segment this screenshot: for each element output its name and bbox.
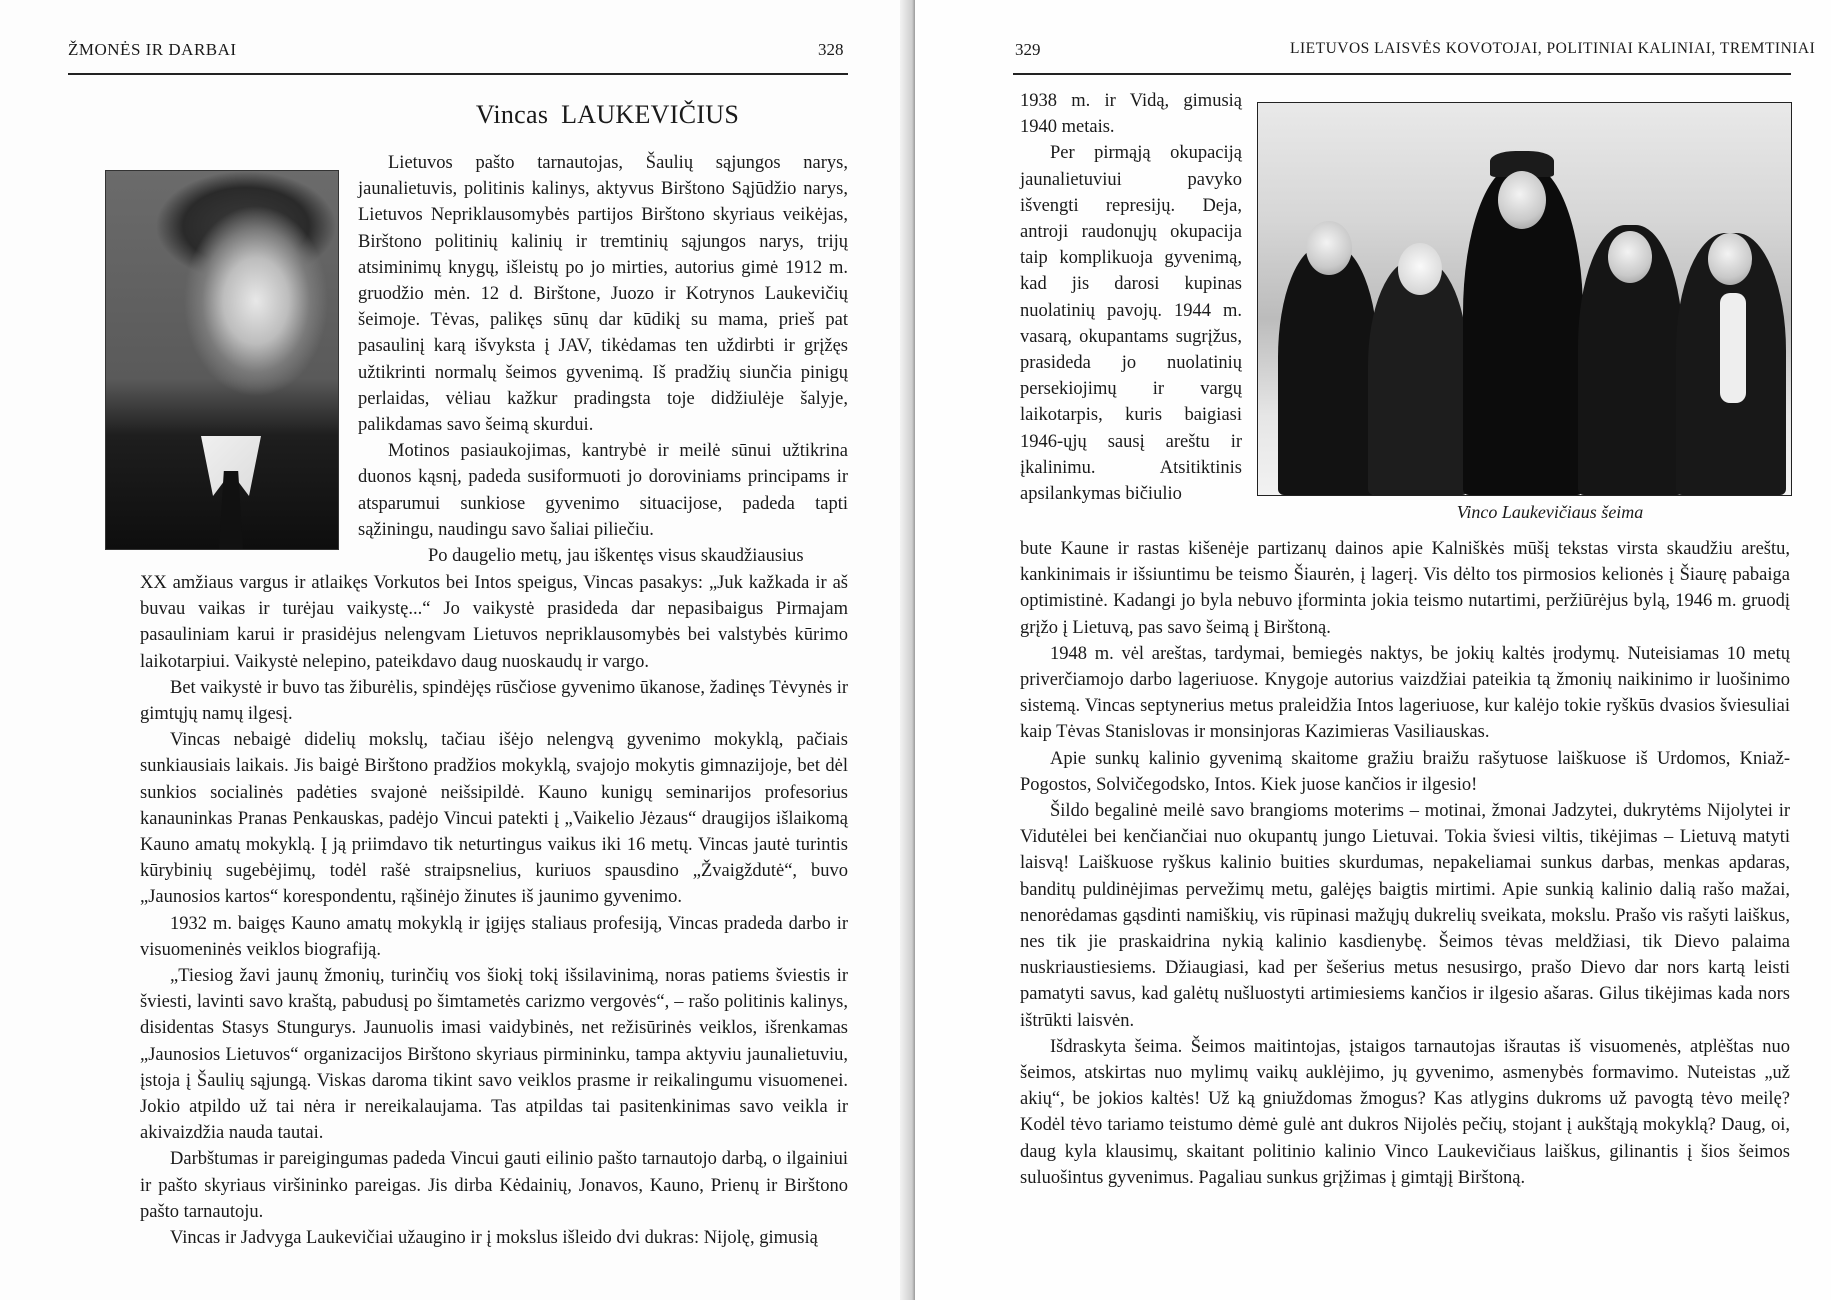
photo-figure — [1278, 245, 1378, 495]
left-page-number: 328 — [818, 40, 844, 59]
paragraph: Per pirmąją okupaciją jaunalietuviui pavyko išvengti represijų. Deja, antroji raudonųjų okupacija taip komplikuoja gyvenimą, kad jis darosi kupinas nuolatinių pavojų. 1944 m. vasarą, okupantams sugrįžus, prasideda jo nuolatinių persekiojimų ir vargų laikotarpis, kuris baigiasi 1946-ųjų sausį areštu ir įkalinimu. Atsitiktinis apsilankymas bičiulio — [1020, 143, 1242, 505]
right-header-rule — [1013, 73, 1791, 75]
photo-face — [1306, 221, 1352, 275]
photo-scarf — [1720, 293, 1746, 403]
left-full-text — [140, 570, 848, 1251]
paragraph: Darbštumas ir pareigingumas padeda Vincui gauti eilinio pašto tarnautojo darbą, o ilgainiui ir pašto skyriaus viršininko pareigas. Jis dirba Kėdainių, Jonavos, Kauno, Prienų ir Birštono pašto tarnautoju. — [140, 1149, 848, 1222]
left-page — [0, 0, 915, 1300]
article-title — [0, 100, 915, 130]
paragraph: Lietuvos pašto tarnautojas, Šaulių sąjungos narys, jaunalietuvis, politinis kalinys, aktyvus Birštono Sąjūdžio narys, Lietuvos Nepriklausomybės partijos Birštono skyriaus veikėjas, Birštono politinių kalinių ir tremtinių sąjungos narys, trijų atsiminimų knygų, išleistų po jo mirties, autorius gimė 1912 m. gruodžio mėn. 12 d. Birštone, Juozo ir Kotrynos Laukevičių šeimoje. Tėvas, palikęs sūnų dar kūdikį su mama, prieš pat pasaulinį karą išvyksta į JAV, tikėdamas ten uždirbti ir grįžęs užtikrinti normalų šeimos gyvenimą. Iš pradžių siunčia pinigų perlaidas, vėliau kažkur pradingsta toje didžiulėje šalyje, palikdamas savo šeimą skurdui. — [358, 153, 848, 436]
photo-caption: Vinco Laukevičiaus šeima — [1456, 502, 1644, 522]
paragraph: Po daugelio metų, jau iškentęs visus skaudžiausius — [428, 546, 804, 567]
paragraph: Apie sunkų kalinio gyvenimą skaitome gražiu braižu rašytuose laiškuose iš Urdomos, Kniaž-Pogostos, Solvičegodsko, Intos. Kiek juose kančios ir ilgesio! — [1020, 748, 1790, 795]
paragraph: Motinos pasiaukojimas, kantrybė ir meilė sūnui užtikrina duonos kąsnį, padeda susiformuoti jo doroviniams principams ir atsparumui sunkiose gyvenimo situacijose, padeda tapti sąžiningu, naudingu savo šaliai piliečiu. — [358, 441, 848, 540]
paragraph: XX amžiaus vargus ir atlaikęs Vorkutos bei Intos speigus, Vincas pasakys: „Juk kažkada ir aš buvau vaikas ir turėjau vaikystę...“ Jo vaikystė prasideda dar nepasibaigus Pirmajam pasauliniam karui ir prasidėjus nelengvam Lietuvos nepriklausomybės bei valstybės kūrimo laikotarpiui. Vaikystė nelepino, pateikdavo daug nuoskaudų ir vargo. — [140, 573, 848, 672]
photo-face — [1608, 231, 1652, 283]
photo-face — [1398, 243, 1442, 295]
paragraph: Vincas ir Jadvyga Laukevičiai užaugino ir į mokslus išleido dvi dukras: Nijolę, gimusią — [170, 1228, 818, 1249]
right-wrap-text — [1020, 88, 1242, 507]
paragraph: Išdraskyta šeima. Šeimos maitintojas, įstaigos tarnautojas išrautas iš visuomenės, atplėštas nuo šeimos, atskirtas nuo mylimų vaikų auklėjimo, jų gyvenimo, asmenybės formavimo. Nuteistas „už akių“, be jokios kaltės! Už ką gniuždomas žmogus? Kas atlygins dukroms už pavogtą tėvo meilę? Kodėl tėvo tariamo teistumo dėmė gulė ant dukros Nijolės pečių, stojant į aukštąją mokyklą? Daug, oi, daug kyla klausimų, skaitant politinio kalinio Vinco Laukevičiaus laiškus, gilinantis į šios šeimos suluošintus gyvenimus. Pagaliau sunkus grįžimas į gimtąjį Birštoną. — [1020, 1036, 1790, 1188]
paragraph: bute Kaune ir rastas kišenėje partizanų dainos apie Kalniškės mūšį tekstas virsta skaudžiu areštu, kankinimais ir išsiuntimu be teismo Šiaurėn, į lagerį. Vis dėlto tos pirmosios kelionės į Šiaurę pabaiga optimistinė. Kadangi jo byla nebuvo įforminta jokia teismo nutartimi, peržiūrėjus bylą, 1946 m. gruodį grįžo į Lietuvą, pas savo šeimą į Birštoną. — [1020, 539, 1790, 638]
left-running-head: ŽMONĖS IR DARBAI — [68, 40, 237, 59]
photo-figure — [1368, 260, 1468, 495]
photo-face — [1708, 233, 1752, 285]
paragraph: 1932 m. baigęs Kauno amatų mokyklą ir įgijęs staliaus profesiją, Vincas pradeda darbo ir visuomeninės veiklos biografiją. — [140, 913, 848, 960]
photo-face — [1498, 171, 1546, 229]
portrait-photo — [105, 170, 339, 550]
right-running-head: LIETUVOS LAISVĖS KOVOTOJAI, POLITINIAI KALINIAI, TREMTINIAI — [1290, 40, 1816, 57]
paragraph: 1948 m. vėl areštas, tardymai, bemiegės naktys, be jokių kaltės įrodymų. Nuteisiamas 10 metų priverčiamojo darbo lageriuose. Knygoje autorius vaizdžiai pateikia tą žmonių naikinimo ir luošinimo sistemą. Vincas septynerius metus praleidžia Intos lageriuose, kur kalėjo tokie ryškūs dvasios šviesuliai kaip Tėvas Stanislovas ir monsinjoras Kazimieras Vasiliauskas. — [1020, 643, 1790, 743]
title-first-name: Vincas — [475, 100, 549, 129]
paragraph: „Tiesiog žavi jaunų žmonių, turinčių vos šiokį tokį išsilavinimą, noras patiems šviestis ir šviesti, lavinti savo kraštą, pabudusį po šimtametės carizmo vergovės“, – rašo politinis kalinys, disidentas Stasys Stungurys. Jaunuolis imasi vaidybinės, net režisūrinės veiklos, išrenkamas „Jaunosios Lietuvos“ organizacijos Birštono skyriaus pirmininku, tampa aktyviu jaunalietuviu, įstoja į Šaulių sąjungą. Viskas daroma tikint savo veiklos prasme ir reikalingumu visuomenei. Jokio atpildo už tai nėra ir nereikalaujama. Tas atpildas tai pasitenkinimas savo veikla ir akivaizdžia nauda tautai. — [140, 966, 848, 1144]
paragraph: Vincas nebaigė didelių mokslų, tačiau išėjo nelengvą gyvenimo mokyklą, pačiais sunkiausiais laikais. Jis baigė Birštono pradžios mokyklą, svajojo mokytis gimnazijoje, bet dėl sunkios socialinės padėties svajonė neišsipildė. Kauno kunigų seminarijos profesorius kanauninkas Pranas Penkauskas, padėjo Vincui patekti į „Vaikelio Jėzaus“ draugijos išlaikomą Kauno amatų mokyklą. Į ją priimdavo tik neturtingus vaikus iki 16 metų. Vincas jautė turintis kūrybinių sugebėjimų, todėl rašė straipsnelius, kuriuos spausdino „Žvaigždutė“, buvo „Jaunosios kartos“ korespondentu, rąšinėjo žinutes iš jaunimo gyvenimo. — [140, 730, 848, 908]
left-header-rule — [68, 73, 848, 75]
right-page-number: 329 — [1015, 40, 1041, 59]
title-last-name: LAUKEVIČIUS — [561, 100, 740, 129]
right-full-text — [1020, 536, 1790, 1191]
paragraph: Šildo begalinė meilė savo brangioms moterims – motinai, žmonai Jadzytei, dukrytėms Nijolytei ir Vidutėlei bei kenčiančiai nuo okupantų jungo Lietuvai. Tokia šviesi viltis, tikėjimas – Lietuvą matyti laisvą! Laiškuose ryškus kalinio buities skurdumas, nepakeliamai sunkus darbas, menkas apdaras, banditų puldinėjimas pervežimų metu, galėjęs baigtis mirtimi. Apie sunkią kalinio dalią rašo mažai, nenorėdamas gąsdinti namiškių, vis rūpinasi mažųjų dukrelių sveikata, mokslu. Prašo vis rašyti laiškus, nes tik jie praskaidrina nykią kalinio kasdienybę. Šeimos tėvas meldžiasi, tik Dievo palaima nuskriaustiesiems. Džiaugiasi, kad per šešerius metus nesusirgo, prašo Dievo dar nors kartą leisti pamatyti savus, kad galėtų nušluostyti artimiesiems kančios ir ilgesio ašaras. Gilus tikėjimas kada nors ištrūkti laisvėn. — [1020, 801, 1790, 1031]
family-photo — [1257, 102, 1792, 496]
paragraph: 1938 m. ir Vidą, gimusią 1940 metais. — [1020, 91, 1242, 138]
paragraph: Bet vaikystė ir buvo tas žiburėlis, spindėjęs rūsčiose gyvenimo ūkanose, žadinęs Tėvynės ir gimtųjų namų ilgesį. — [140, 677, 848, 725]
left-wrap-text — [358, 150, 848, 569]
